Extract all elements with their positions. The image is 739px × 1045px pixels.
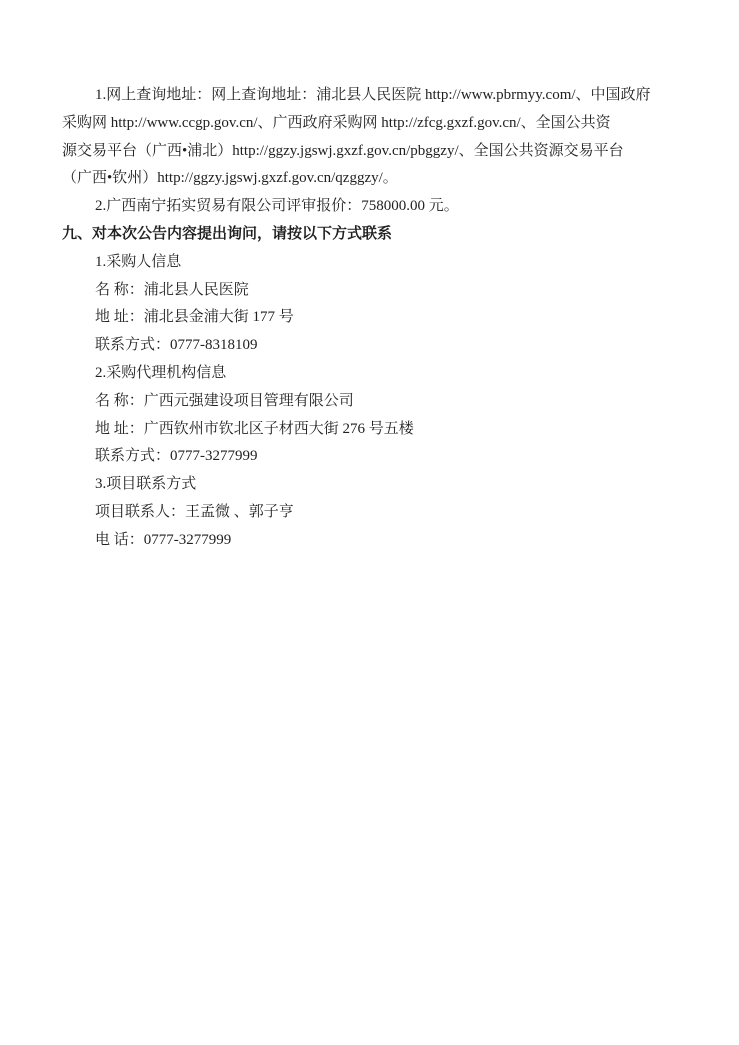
agency-contact-phone: 联系方式：0777-3277999 xyxy=(95,448,258,465)
agency-address: 地 址：广西钦州市钦北区子材西大街 276 号五楼 xyxy=(95,420,414,437)
document-body xyxy=(62,82,680,555)
subheading-purchaser-info: 1.采购人信息 xyxy=(95,253,182,270)
project-phone: 电 话：0777-3277999 xyxy=(95,531,232,548)
para-query-address-line2: 采购网 http://www.ccgp.gov.cn/、广西政府采购网 http://zfcg.gxzf.gov.cn/、全国公共资 xyxy=(62,114,611,131)
para-query-address-line4: （广西•钦州）http://ggzy.jgswj.gxzf.gov.cn/qzggzy/。 xyxy=(62,170,398,187)
subheading-project-contact: 3.项目联系方式 xyxy=(95,476,197,493)
section-heading-contact: 九、对本次公告内容提出询问，请按以下方式联系 xyxy=(62,225,393,242)
subheading-agency-info: 2.采购代理机构信息 xyxy=(95,364,227,381)
para-query-address-line3: 源交易平台（广西•浦北）http://ggzy.jgswj.gxzf.gov.cn/pbggzy/、全国公共资源交易平台 xyxy=(62,142,624,159)
purchaser-name: 名 称：浦北县人民医院 xyxy=(95,281,249,298)
project-contact-persons: 项目联系人：王孟微 、郭子亨 xyxy=(95,503,294,520)
agency-name: 名 称：广西元强建设项目管理有限公司 xyxy=(95,392,354,409)
para-review-price: 2.广西南宁拓实贸易有限公司评审报价：758000.00 元。 xyxy=(95,198,459,215)
purchaser-contact-phone: 联系方式：0777-8318109 xyxy=(95,337,258,354)
para-query-address-line1: 1.网上查询地址：网上查询地址：浦北县人民医院 http://www.pbrmyy.com/、中国政府 xyxy=(95,87,651,103)
purchaser-address: 地 址：浦北县金浦大街 177 号 xyxy=(95,309,294,326)
